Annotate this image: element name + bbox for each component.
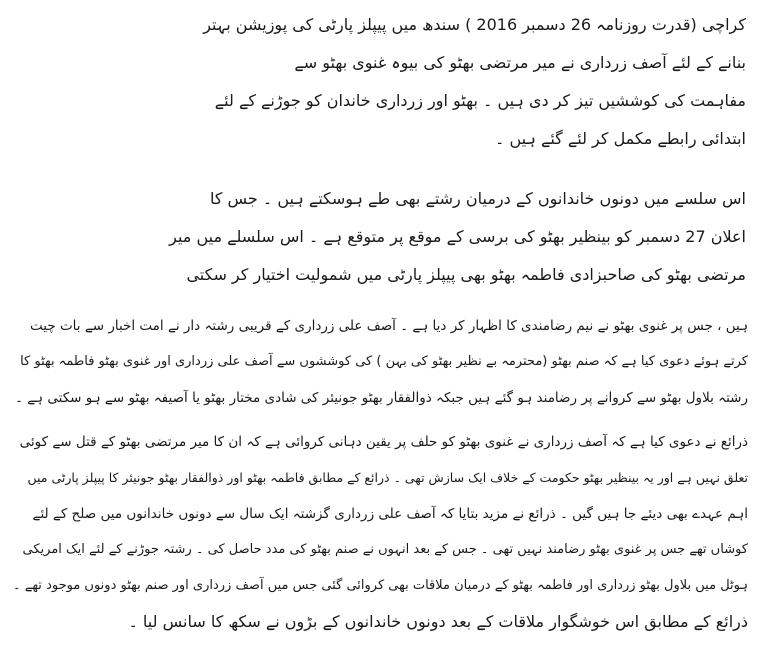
paragraph-line: ذرائع نے دعوی کیا ہے کہ آصف زرداری نے غنوی بھٹو کو حلف پر یقین دہانی کروائی ہے کہ ان کا میر مرتضی بھٹو کے قتل سے کوئی xyxy=(19,434,748,450)
paragraph-line: ابتدائی رابطے مکمل کر لئے گئے ہیں ۔ xyxy=(495,129,746,148)
paragraph-1 xyxy=(52,6,746,158)
paragraph-3 xyxy=(10,308,748,416)
paragraph-line: رشتہ بلاول بھٹو سے کروانے پر رضامند ہو گئے ہیں جبکہ ذوالفقار بھٹو جونیئر کی شادی مختار بھٹو یا آصیفہ بھٹو سے ہو سکتی ہے ۔ xyxy=(15,390,748,406)
paragraph-line: تعلق نہیں ہے اور یہ بینظیر بھٹو حکومت کے خلاف ایک سازش تھی ۔ ذرائع کے مطابق فاطمہ بھٹو اور ذوالفقار بھٹو جونیئر کا پیپلز پارٹی میں xyxy=(27,470,748,485)
paragraph-line: ہیں ، جس پر غنوی بھٹو نے نیم رضامندی کا اظہار کر دیا ہے ۔ آصف علی زرداری کے قریبی رشتہ دار نے امت اخبار سے بات چیت xyxy=(29,318,748,334)
paragraph-line: اہم عہدے بھی دیئے جا ہیں گیں ۔ ذرائع نے مزید بتایا کہ آصف علی زرداری گزشتہ ایک سال سے دونوں خاندانوں میں صلح کے لئے xyxy=(32,506,748,522)
paragraph-2 xyxy=(52,180,746,294)
paragraph-line: کراچی (قدرت روزنامہ 26 دسمبر 2016 ) سندھ میں پیپلز پارٹی کی پوزیشن بہتر xyxy=(203,15,746,34)
paragraph-line: مرتضی بھٹو کی صاحبزادی فاطمہ بھٹو بھی پیپلز پارٹی میں شمولیت اختیار کر سکتی xyxy=(186,265,746,284)
paragraph-line: کرتے ہوئے دعوی کیا ہے کہ صنم بھٹو (محترمہ بے نظیر بھٹو کی بہن ) کی کوششوں سے آصف علی زرداری اور غنوی بھٹو فاطمہ بھٹو کا xyxy=(20,354,748,369)
paragraph-line: کوشاں تھے جس پر غنوی بھٹو رضامند نہیں تھی ۔ جس کے بعد انہوں نے صنم بھٹو کی مدد حاصل کی ۔ رشتہ جوڑنے کے لئے ایک امریکی xyxy=(22,542,748,557)
paragraph-line: ہوٹل میں بلاول بھٹو زرداری اور فاطمہ بھٹو کے درمیان ملاقات بھی کروائی گئی جس میں آصف زرداری اور صنم بھٹو دونوں موجود تھے ۔ xyxy=(12,578,748,593)
paragraph-line: مفاہمت کی کوششیں تیز کر دی ہیں ۔ بھٹو اور زرداری خاندان کو جوڑنے کے لئے xyxy=(214,91,746,110)
paragraph-4 xyxy=(10,424,748,640)
paragraph-line: ذرائع کے مطابق اس خوشگوار ملاقات کے بعد دونوں خاندانوں کے بڑوں نے سکھ کا سانس لیا ۔ xyxy=(128,612,748,631)
paragraph-line: اس سلسے میں دونوں خاندانوں کے درمیان رشتے بھی طے ہوسکتے ہیں ۔ جس کا xyxy=(209,189,746,208)
paragraph-line: بنانے کے لئے آصف زرداری نے میر مرتضی بھٹو کی بیوہ غنوی بھٹو سے xyxy=(294,53,746,72)
paragraph-line: اعلان 27 دسمبر کو بینظیر بھٹو کی برسی کے موقع پر متوقع ہے ۔ اس سلسلے میں میر xyxy=(169,227,746,246)
